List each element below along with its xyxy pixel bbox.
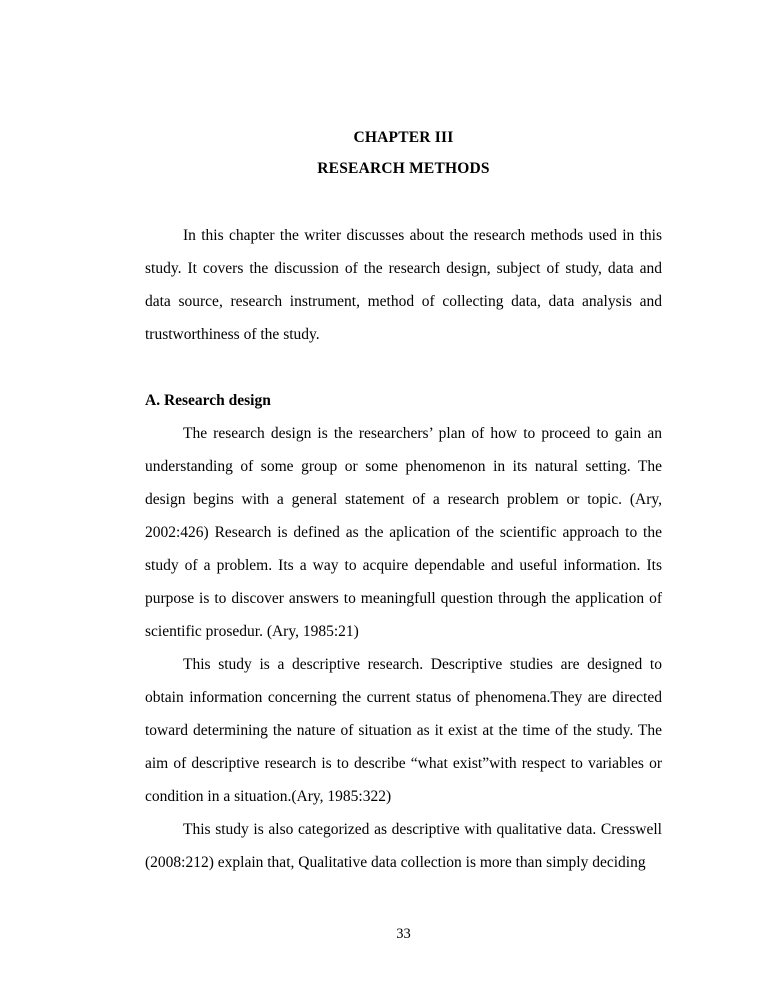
page-number: 33 (396, 926, 411, 942)
body-paragraph-3: This study is also categorized as descriptive with qualitative data. Cresswell (2008:212) explain that, Qualitative data collection is more than simply deciding (145, 821, 662, 871)
chapter-title: CHAPTER III (353, 129, 454, 146)
chapter-subtitle: RESEARCH METHODS (317, 160, 490, 177)
body-paragraph-1: The research design is the researchers’ plan of how to proceed to gain an understanding of some group or some phenomenon in its natural setting. The design begins with a general statement of a research problem or topic. (Ary, 2002:426) Research is defined as the aplication of the scientific approach to the study of a problem. Its a way to acquire dependable and useful information. Its purpose is to discover answers to meaningfull question through the application of scientific prosedur. (Ary, 1985:21) (145, 425, 662, 640)
body-paragraph-2: This study is a descriptive research. Descriptive studies are designed to obtain information concerning the current status of phenomena.They are directed toward determining the nature of situation as it exist at the time of the study. The aim of descriptive research is to describe “what exist”with respect to variables or condition in a situation.(Ary, 1985:322) (145, 656, 662, 805)
section-heading-research-design: A. Research design (145, 392, 271, 409)
page-content (145, 122, 662, 879)
intro-paragraph: In this chapter the writer discusses about the research methods used in this study. It covers the discussion of the research design, subject of study, data and data source, research instrument, method of collecting data, data analysis and trustworthiness of the study. (145, 227, 662, 343)
